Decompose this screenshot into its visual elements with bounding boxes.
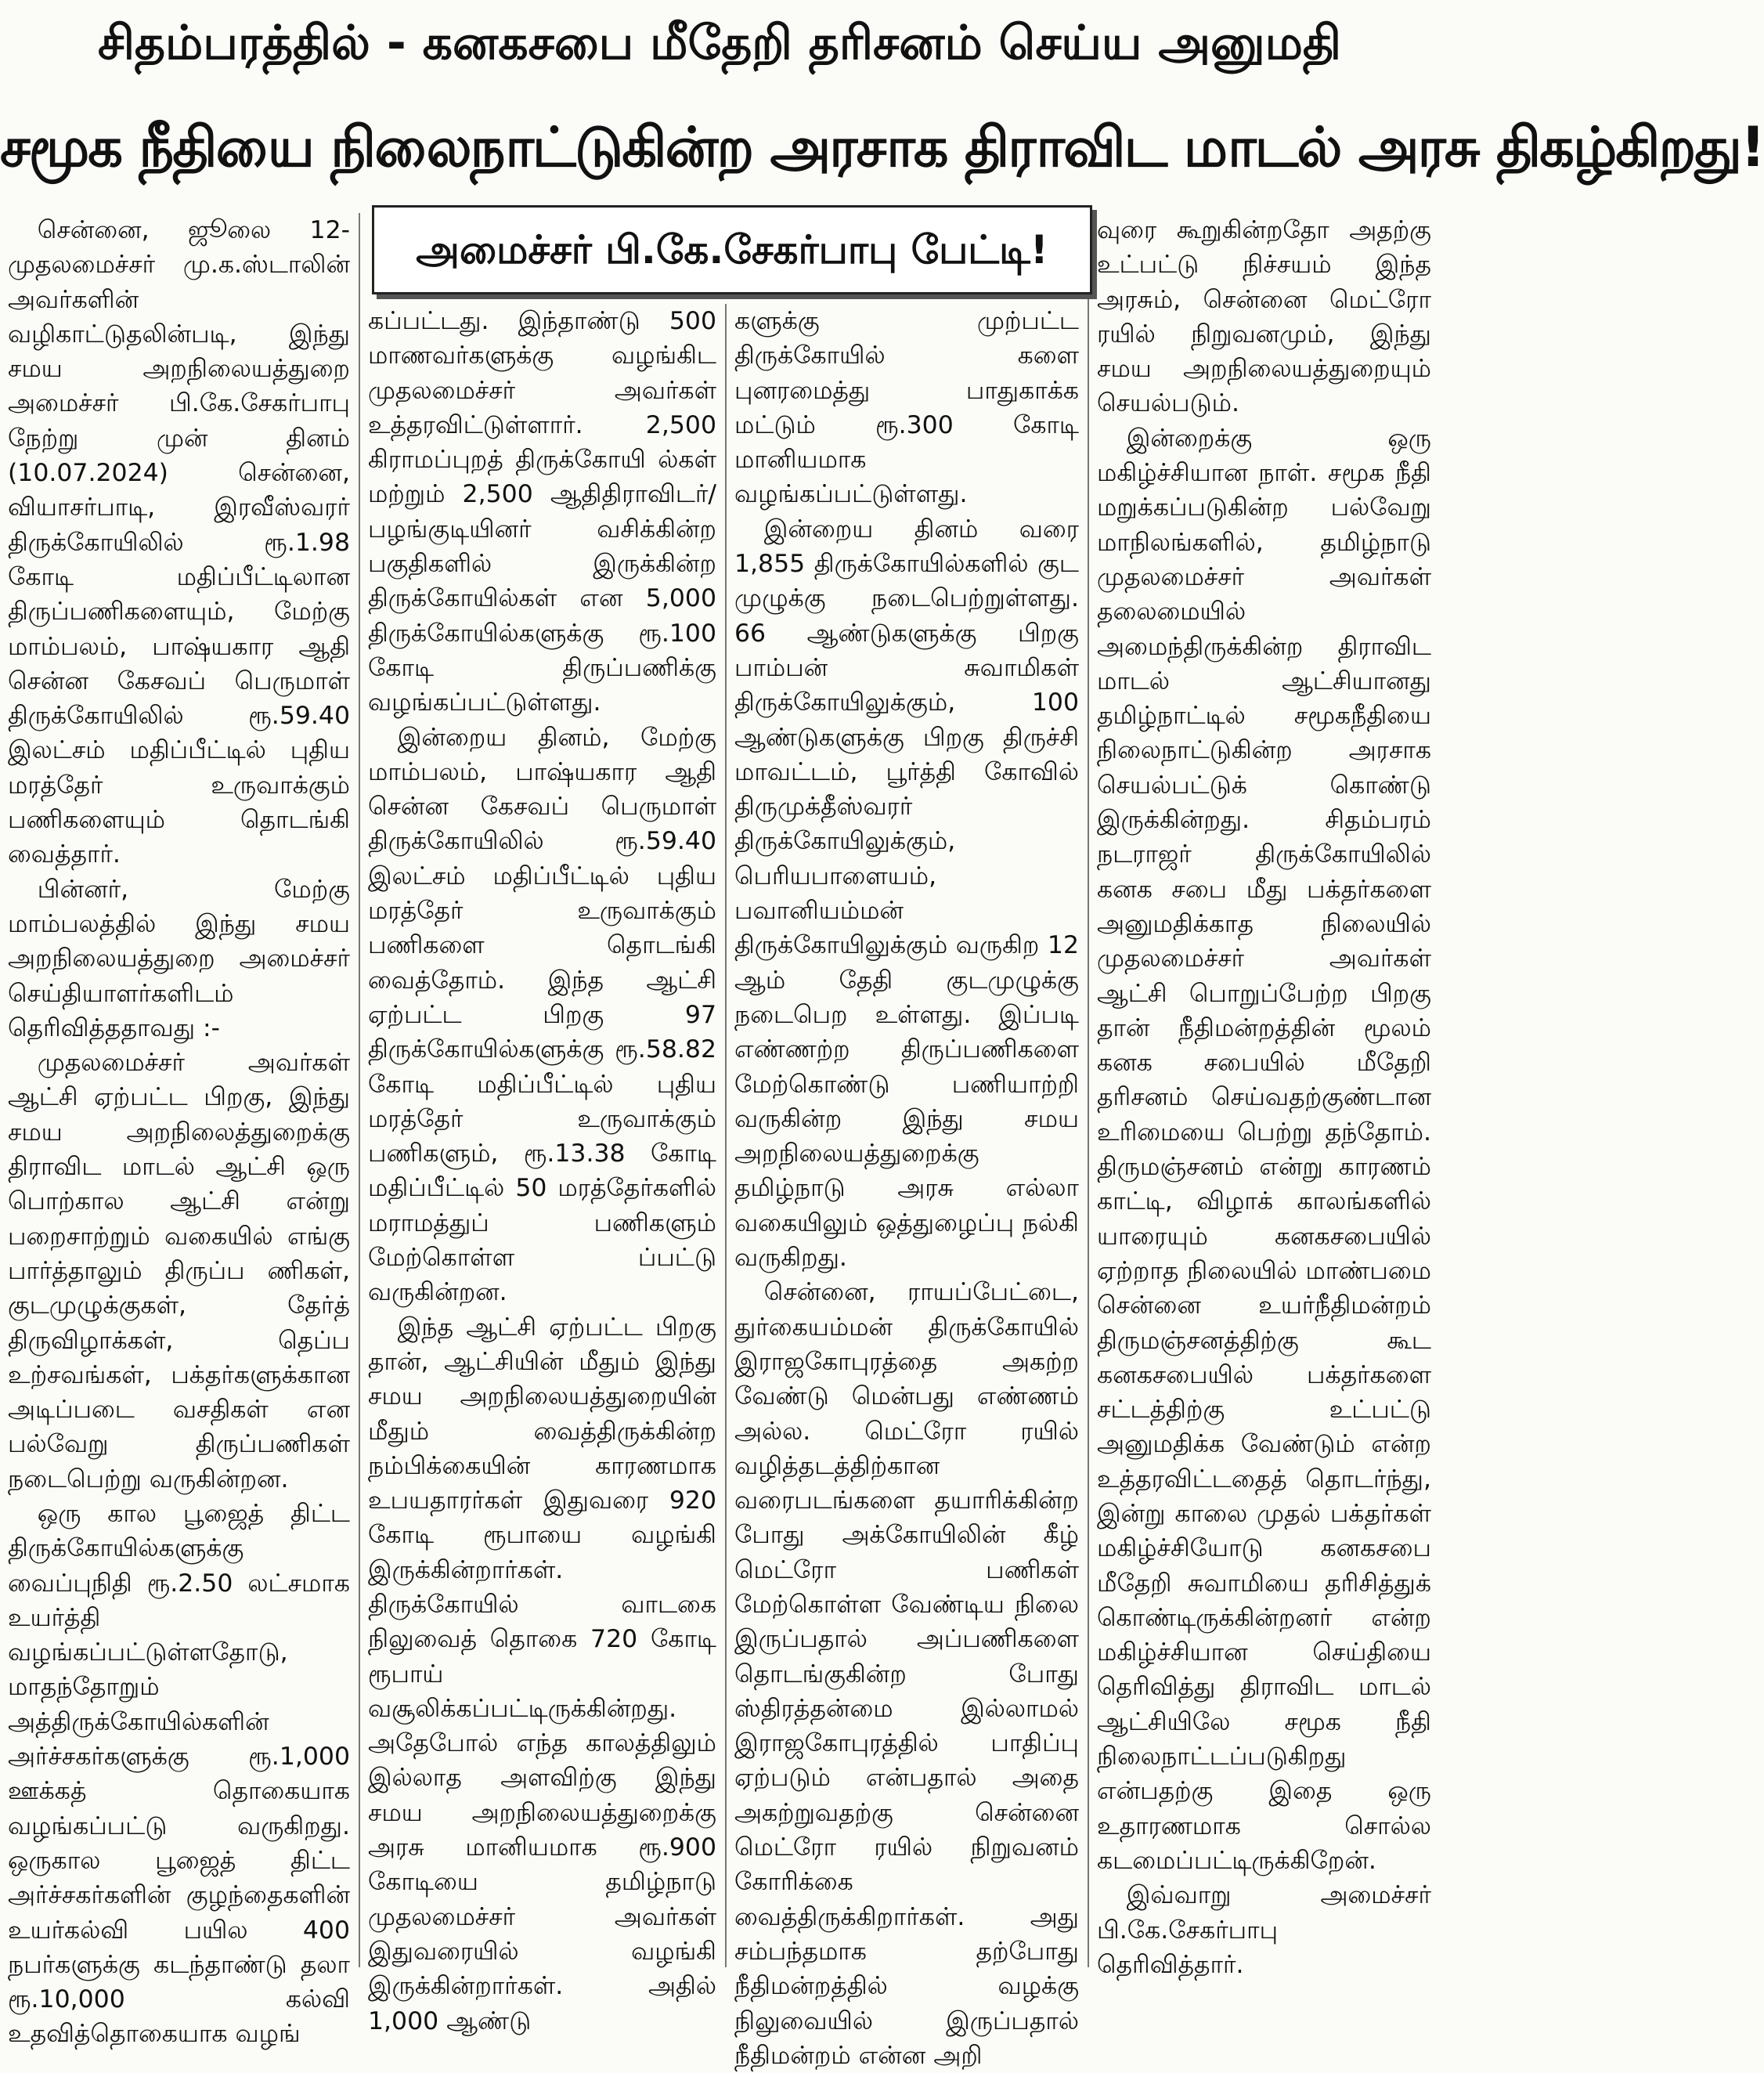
column-divider-3 — [1088, 213, 1089, 1967]
column-divider-2 — [725, 304, 727, 1967]
col3-para-1: களுக்கு முற்பட்ட திருக்கோயில் களை புனரமைத்து பாதுகாக்க மட்டும் ரூ.300 கோடி மானியமாக வழங்கப்பட்டுள்ளது. — [734, 307, 1079, 509]
col2-para-3: இந்த ஆட்சி ஏற்பட்ட பிறகு தான், ஆட்சியின் மீதும் இந்து சமய அறநிலையத்துறையின் மீதும் வைத்திருக்கின்ற நம்பிக்கையின் காரணமாக உபயதாரர்கள் இதுவரை 920 கோடி ரூபாயை வழங்கி இருக்கின்றார்கள். திருக்கோயில் வாடகை நிலுவைத் தொகை 720 கோடி ரூபாய் வசூலிக்கப்பட்டிருக்கின்றது. அதேபோல் எந்த காலத்திலும் இல்லாத அளவிற்கு இந்து சமய அறநிலையத்துறைக்கு அரசு மானியமாக ரூ.900 கோடியை தமிழ்நாடு முதலமைச்சர் அவர்கள் இதுவரையில் வழங்கி இருக்கின்றார்கள். அதில் 1,000 ஆண்டு — [368, 1313, 716, 2035]
column-1 — [8, 213, 350, 2049]
main-headline: சமூக நீதியை நிலைநாட்டுகின்ற அரசாக திராவிட மாடல் அரசு திகழ்கிறது! — [0, 115, 1764, 179]
column-divider-1 — [359, 213, 360, 1967]
col2-para-2: இன்றைய தினம், மேற்கு மாம்பலம், பாஷ்யகார ஆதி சென்ன கேசவப் பெருமாள் திருக்கோயிலில் ரூ.59.40 இலட்சம் மதிப்பீட்டில் புதிய மரத்தேர் உருவாக்கும் பணிகளை தொடங்கி வைத்தோம். இந்த ஆட்சி ஏற்பட்ட பிறகு 97 திருக்கோயில்களுக்கு ரூ.58.82 கோடி மதிப்பீட்டில் புதிய மரத்தேர் உருவாக்கும் பணிகளும், ரூ.13.38 கோடி மதிப்பீட்டில் 50 மரத்தேர்களில் மராமத்துப் பணிகளும் மேற்கொள்ள ப்பட்டு வருகின்றன. — [368, 723, 716, 1307]
col4-para-1: வுரை கூறுகின்றதோ அதற்கு உட்பட்டு நிச்சயம் இந்த அரசும், சென்னை மெட்ரோ ரயில் நிறுவனமும், இந்து சமய அறநிலையத்துறையும் செயல்படும். — [1097, 216, 1431, 418]
col1-para-1: சென்னை, ஜூலை 12- முதலமைச்சர் மு.க.ஸ்டாலின் அவர்களின் வழிகாட்டுதலின்படி, இந்து சமய அறநிலையத்துறை அமைச்சர் பி.கே.சேகர்பாபு நேற்று முன் தினம் (10.07.2024) சென்னை, வியாசர்பாடி, இரவீஸ்வரர் திருக்கோயிலில் ரூ.1.98 கோடி மதிப்பீட்டிலான திருப்பணிகளையும், மேற்கு மாம்பலம், பாஷ்யகார ஆதி சென்ன கேசவப் பெருமாள் திருக்கோயிலில் ரூ.59.40 இலட்சம் மதிப்பீட்டில் புதிய மரத்தேர் உருவாக்கும் பணிகளையும் தொடங்கி வைத்தார். — [8, 216, 350, 869]
column-2 — [368, 304, 716, 2035]
kicker-headline: சிதம்பரத்தில் - கனகசபை மீதேறி தரிசனம் செய்ய அனுமதி — [97, 16, 1342, 70]
subhead-box — [372, 205, 1092, 294]
column-4 — [1097, 213, 1431, 1979]
column-3 — [734, 304, 1079, 2070]
subhead-text: அமைச்சர் பி.கே.சேகர்பாபு பேட்டி! — [416, 227, 1048, 273]
col3-para-3: சென்னை, ராயப்பேட்டை, துர்கையம்மன் திருக்கோயில் இராஜகோபுரத்தை அகற்ற வேண்டு மென்பது எண்ணம் அல்ல. மெட்ரோ ரயில் வழித்தடத்திற்கான வரைபடங்களை தயாரிக்கின்ற போது அக்கோயிலின் கீழ் மெட்ரோ பணிகள் மேற்கொள்ள வேண்டிய நிலை இருப்பதால் அப்பணிகளை தொடங்குகின்ற போது ஸ்திரத்தன்மை இல்லாமல் இராஜகோபுரத்தில் பாதிப்பு ஏற்படும் என்பதால் அதை அகற்றுவதற்கு சென்னை மெட்ரோ ரயில் நிறுவனம் கோரிக்கை வைத்திருக்கிறார்கள். அது சம்பந்தமாக தற்போது நீதிமன்றத்தில் வழக்கு நிலுவையில் இருப்பதால் நீதிமன்றம் என்ன அறி — [734, 1278, 1079, 2070]
col4-para-3: இவ்வாறு அமைச்சர் பி.கே.சேகர்பாபு தெரிவித்தார். — [1097, 1881, 1431, 1979]
col3-para-2: இன்றைய தினம் வரை 1,855 திருக்கோயில்களில் குட முழுக்கு நடைபெற்றுள்ளது. 66 ஆண்டுகளுக்கு பிறகு பாம்பன் சுவாமிகள் திருக்கோயிலுக்கும், 100 ஆண்டுகளுக்கு பிறகு திருச்சி மாவட்டம், பூர்த்தி கோவில் திருமுக்தீஸ்வரர் திருக்கோயிலுக்கும், பெரியபாளையம், பவானியம்மன் திருக்கோயிலுக்கும் வருகிற 12 ஆம் தேதி குடமுழுக்கு நடைபெற உள்ளது. இப்படி எண்ணற்ற திருப்பணிகளை மேற்கொண்டு பணியாற்றி வருகின்ற இந்து சமய அறநிலையத்துறைக்கு தமிழ்நாடு அரசு எல்லா வகையிலும் ஒத்துழைப்பு நல்கி வருகிறது. — [734, 515, 1079, 1273]
col4-para-2: இன்றைக்கு ஒரு மகிழ்ச்சியான நாள். சமூக நீதி மறுக்கப்படுகின்ற பல்வேறு மாநிலங்களில், தமிழ்நாடு முதலமைச்சர் அவர்கள் தலைமையில் அமைந்திருக்கின்ற திராவிட மாடல் ஆட்சியானது தமிழ்நாட்டில் சமூகநீதியை நிலைநாட்டுகின்ற அரசாக செயல்பட்டுக் கொண்டு இருக்கின்றது. சிதம்பரம் நடராஜர் திருக்கோயிலில் கனக சபை மீது பக்தர்களை அனுமதிக்காத நிலையில் முதலமைச்சர் அவர்கள் ஆட்சி பொறுப்பேற்ற பிறகு தான் நீதிமன்றத்தின் மூலம் கனக சபையில் மீதேறி தரிசனம் செய்வதற்குண்டான உரிமையை பெற்று தந்தோம். திருமஞ்சனம் என்று காரணம் காட்டி, விழாக் காலங்களில் யாரையும் கனகசபையில் ஏற்றாத நிலையில் மாண்பமை சென்னை உயர்நீதிமன்றம் திருமஞ்சனத்திற்கு கூட கனகசபையில் பக்தர்களை சட்டத்திற்கு உட்பட்டு அனுமதிக்க வேண்டும் என்ற உத்தரவிட்டதைத் தொடர்ந்து, இன்று காலை முதல் பக்தர்கள் மகிழ்ச்சியோடு கனகசபை மீதேறி சுவாமியை தரிசித்துக் கொண்டிருக்கின்றனர் என்ற மகிழ்ச்சியான செய்தியை தெரிவித்து திராவிட மாடல் ஆட்சியிலே சமூக நீதி நிலைநாட்டப்படுகிறது என்பதற்கு இதை ஒரு உதாரணமாக சொல்ல கடமைப்பட்டிருக்கிறேன். — [1097, 424, 1431, 1875]
col1-para-2: பின்னர், மேற்கு மாம்பலத்தில் இந்து சமய அறநிலையத்துறை அமைச்சர் செய்தியாளர்களிடம் தெரிவித்ததாவது :- — [8, 875, 350, 1042]
col1-para-3: முதலமைச்சர் அவர்கள் ஆட்சி ஏற்பட்ட பிறகு, இந்து சமய அறநிலைத்துறைக்கு திராவிட மாடல் ஆட்சி ஒரு பொற்கால ஆட்சி என்று பறைசாற்றும் வகையில் எங்கு பார்த்தாலும் திருப்ப ணிகள், குடமுழுக்குகள், தேர்த் திருவிழாக்கள், தெப்ப உற்சவங்கள், பக்தர்களுக்கான அடிப்படை வசதிகள் என பல்வேறு திருப்பணிகள் நடைபெற்று வருகின்றன. — [8, 1049, 350, 1493]
col2-para-1: கப்பட்டது. இந்தாண்டு 500 மாணவர்களுக்கு வழங்கிட முதலமைச்சர் அவர்கள் உத்தரவிட்டுள்ளார். 2,500 கிராமப்புறத் திருக்கோயி ல்கள் மற்றும் 2,500 ஆதிதிராவிடர்/பழங்குடியினர் வசிக்கின்ற பகுதிகளில் இருக்கின்ற திருக்கோயில்கள் என 5,000 திருக்கோயில்களுக்கு ரூ.100 கோடி திருப்பணிக்கு வழங்கப்பட்டுள்ளது. — [368, 307, 716, 717]
col1-para-4: ஒரு கால பூஜைத் திட்ட திருக்கோயில்களுக்கு வைப்புநிதி ரூ.2.50 லட்சமாக உயர்த்தி வழங்கப்பட்டுள்ளதோடு, மாதந்தோறும் அத்திருக்கோயில்களின் அர்ச்சகர்களுக்கு ரூ.1,000 ஊக்கத் தொகையாக வழங்கப்பட்டு வருகிறது. ஒருகால பூஜைத் திட்ட அர்ச்சகர்களின் குழந்தைகளின் உயர்கல்வி பயில 400 நபர்களுக்கு கடந்தாண்டு தலா ரூ.10,000 கல்வி உதவித்தொகையாக வழங் — [8, 1499, 350, 2049]
